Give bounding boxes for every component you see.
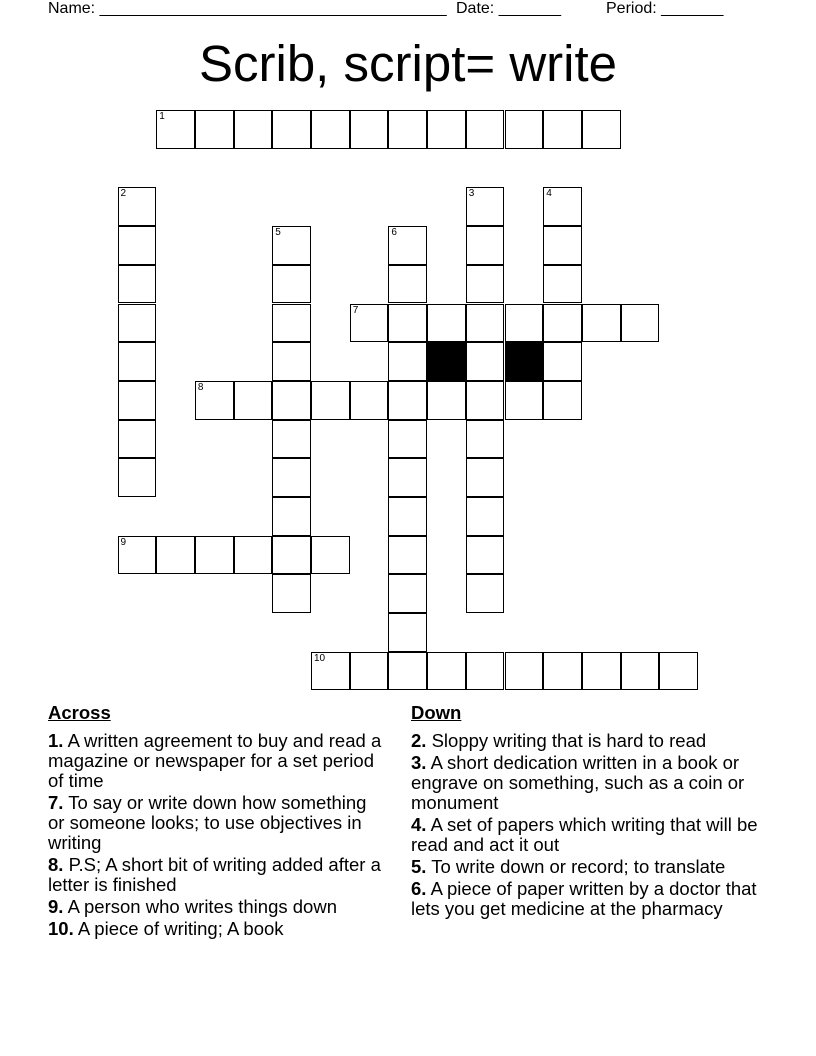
crossword-cell[interactable]: [311, 381, 350, 420]
crossword-cell[interactable]: [272, 110, 311, 149]
across-clues: [48, 702, 388, 941]
page-title: Scrib, script= write: [198, 35, 617, 92]
crossword-cell[interactable]: [388, 613, 427, 652]
crossword-cell[interactable]: [388, 381, 427, 420]
crossword-cell[interactable]: [272, 536, 311, 575]
crossword-cell[interactable]: [388, 265, 427, 304]
crossword-cell[interactable]: [118, 381, 157, 420]
crossword-cell[interactable]: [427, 110, 466, 149]
clue-number: 1: [159, 111, 165, 122]
crossword-cell[interactable]: [388, 574, 427, 613]
crossword-cell[interactable]: [466, 652, 505, 691]
clue-number: 3: [468, 188, 475, 200]
crossword-cell[interactable]: [195, 536, 234, 575]
clue-across-10: 10. A piece of writing; A book: [48, 918, 284, 939]
crossword-cell[interactable]: [427, 381, 466, 420]
date-field-label: Date: _______: [456, 0, 561, 17]
clue-number: 7: [352, 304, 359, 316]
crossword-cell[interactable]: [543, 652, 582, 691]
crossword-cell[interactable]: [311, 110, 350, 149]
crossword-cell[interactable]: [543, 226, 582, 265]
crossword-cell[interactable]: [118, 265, 157, 304]
across-heading: Across: [48, 702, 111, 723]
crossword-cell[interactable]: [388, 342, 427, 381]
clue-number: 9: [120, 536, 127, 548]
crossword-cell[interactable]: [118, 304, 157, 343]
crossword-cell[interactable]: [659, 652, 698, 691]
crossword-cell[interactable]: [272, 304, 311, 343]
crossword-cell[interactable]: [272, 265, 311, 304]
black-square: [427, 342, 466, 381]
crossword-cell[interactable]: [505, 381, 544, 420]
crossword-cell[interactable]: [505, 652, 544, 691]
crossword-cell[interactable]: [466, 536, 505, 575]
crossword-cell[interactable]: [388, 226, 427, 265]
crossword-cell[interactable]: [118, 342, 157, 381]
crossword-cell[interactable]: [466, 304, 505, 343]
clue-number: 5: [275, 227, 281, 239]
crossword-cell[interactable]: [311, 536, 350, 575]
clue-number: 8: [197, 381, 204, 393]
crossword-cell[interactable]: [350, 110, 389, 149]
crossword-cell[interactable]: [388, 110, 427, 149]
down-heading: Down: [411, 702, 462, 723]
name-field-label: Name: _______________________________________: [48, 0, 447, 17]
crossword-cell[interactable]: [543, 265, 582, 304]
crossword-cell[interactable]: [118, 187, 157, 226]
crossword-cell[interactable]: [118, 536, 157, 575]
crossword-cell[interactable]: [350, 381, 389, 420]
crossword-cell[interactable]: [505, 110, 544, 149]
crossword-cell[interactable]: [543, 381, 582, 420]
crossword-cell[interactable]: [388, 458, 427, 497]
crossword-cell[interactable]: [505, 304, 544, 343]
crossword-cell[interactable]: [427, 652, 466, 691]
crossword-cell[interactable]: [195, 381, 234, 420]
clue-down-4: 4. A set of papers which writing that will be read and act it out: [411, 814, 758, 855]
crossword-cell[interactable]: [272, 497, 311, 536]
clue-across-8: 8. P.S; A short bit of writing added after a letter is finished: [48, 854, 381, 895]
crossword-cell[interactable]: [582, 304, 621, 343]
clue-down-5: 5. To write down or record; to translate: [411, 856, 726, 877]
clue-across-1: 1. A written agreement to buy and read a magazine or newspaper for a set period of time: [48, 730, 382, 791]
crossword-cell[interactable]: [466, 381, 505, 420]
crossword-cell[interactable]: [466, 497, 505, 536]
crossword-cell[interactable]: [388, 497, 427, 536]
crossword-cell[interactable]: [388, 536, 427, 575]
clue-across-7: 7. To say or write down how something or someone looks; to use objectives in writing: [48, 792, 367, 853]
crossword-cell[interactable]: [156, 110, 195, 149]
crossword-cell[interactable]: [234, 536, 273, 575]
crossword-cell[interactable]: [272, 381, 311, 420]
crossword-cell[interactable]: [621, 652, 660, 691]
crossword-cell[interactable]: [466, 342, 505, 381]
crossword-cell[interactable]: [388, 420, 427, 459]
crossword-cell[interactable]: [272, 226, 311, 265]
crossword-cell[interactable]: [543, 342, 582, 381]
crossword-cell[interactable]: [466, 574, 505, 613]
crossword-cell[interactable]: [466, 265, 505, 304]
crossword-cell[interactable]: [272, 420, 311, 459]
clue-down-3: 3. A short dedication written in a book or engrave on something, such as a coin or monument: [411, 752, 745, 813]
crossword-cell[interactable]: [118, 420, 157, 459]
crossword-cell[interactable]: [350, 652, 389, 691]
crossword-cell[interactable]: [272, 458, 311, 497]
crossword-cell[interactable]: [582, 652, 621, 691]
crossword-cell[interactable]: [621, 304, 660, 343]
crossword-cell[interactable]: [466, 458, 505, 497]
crossword-cell[interactable]: [156, 536, 195, 575]
down-clues: [411, 702, 781, 921]
clue-number: 4: [546, 188, 552, 200]
crossword-cell[interactable]: [350, 304, 389, 343]
crossword-cell[interactable]: [234, 110, 273, 149]
crossword-cell[interactable]: [195, 110, 234, 149]
crossword-cell[interactable]: [234, 381, 273, 420]
crossword-cell[interactable]: [272, 342, 311, 381]
crossword-cell[interactable]: [118, 226, 157, 265]
crossword-cell[interactable]: [466, 110, 505, 149]
crossword-cell[interactable]: [466, 420, 505, 459]
crossword-cell[interactable]: [543, 110, 582, 149]
period-field-label: Period: _______: [606, 0, 724, 17]
crossword-cell[interactable]: [427, 304, 466, 343]
crossword-cell[interactable]: [118, 458, 157, 497]
clue-down-2: 2. Sloppy writing that is hard to read: [411, 730, 707, 751]
crossword-cell[interactable]: [582, 110, 621, 149]
crossword-cell[interactable]: [543, 304, 582, 343]
clue-number: 10: [314, 652, 326, 664]
black-square: [505, 342, 544, 381]
crossword-cell[interactable]: [388, 304, 427, 343]
clue-number: 6: [391, 227, 397, 239]
crossword-cell[interactable]: [272, 574, 311, 613]
crossword-cell[interactable]: [388, 652, 427, 691]
clue-number: 2: [120, 188, 127, 200]
crossword-cell[interactable]: [311, 652, 350, 691]
crossword-cell[interactable]: [466, 187, 505, 226]
clue-down-6: 6. A piece of paper written by a doctor that lets you get medicine at the pharmacy: [411, 878, 757, 919]
crossword-cell[interactable]: [466, 226, 505, 265]
clue-across-9: 9. A person who writes things down: [48, 896, 337, 917]
crossword-cell[interactable]: [543, 187, 582, 226]
